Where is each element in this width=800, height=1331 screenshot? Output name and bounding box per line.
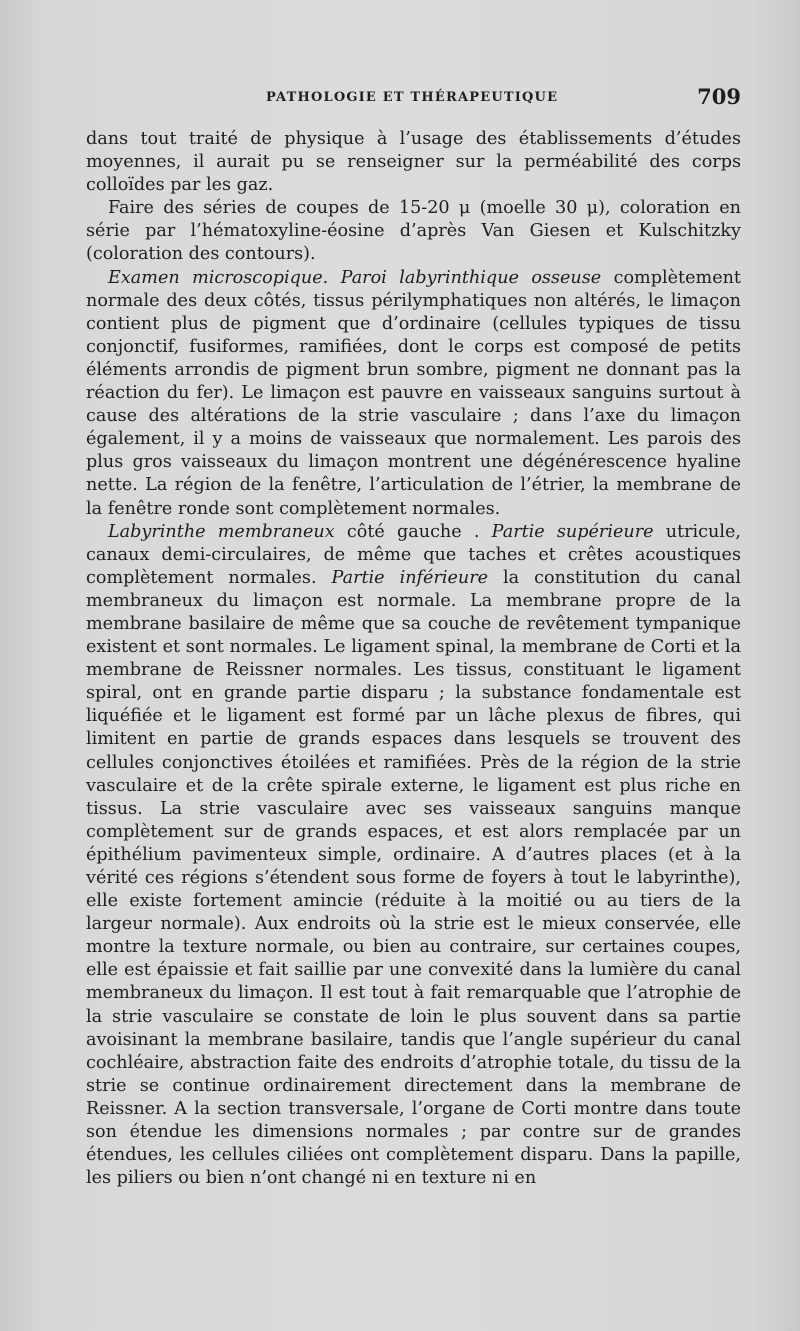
paragraph-microscopic-exam — [86, 267, 741, 521]
text-segment: dans tout traité de physique à l’usage des établissements d’études moyennes, il aurait pu se renseigner sur la perméabilité des corps colloïdes par les gaz. — [86, 129, 741, 196]
italic-term: Partie supérieure — [491, 521, 654, 542]
text-segment: utricule, canaux demi-circulaires, de même que taches et crêtes acoustiques complètement normales. — [86, 521, 741, 588]
paragraph-continuation — [86, 128, 741, 197]
paragraph-membranous-labyrinth — [86, 521, 741, 1191]
text-segment: la constitution du canal membraneux du limaçon est normale. La membrane propre de la membrane basilaire de même que sa couche de revêtement tympanique existent et sont normales. Le ligament spinal, la membrane de Corti et la membrane de Reissner normales. Les tissus, constituant le ligament spiral, ont en grande partie disparu ; la substance fondamentale est liquéfiée et le ligament est formé par un lâche plexus de fibres, qui limitent en partie de grands espaces dans lesquels se trouvent des cellules conjonctives étoilées et ramifiées. Près de la région de la strie vasculaire et de la crête spirale externe, le ligament est plus riche en tissus. La strie vasculaire avec ses vaisseaux sanguins manque complètement sur de grands espaces, et est alors remplacée par un épithélium pavimenteux simple, ordinaire. A d’autres places (et à la vérité ces régions s’étendent sous forme de foyers à tout le labyrinthe), elle existe fortement amincie (réduite à la moitié ou au tiers de la largeur normale). Aux endroits où la strie est le mieux conservée, elle montre la texture normale, ou bien au contraire, sur certaines coupes, elle est épaissie et fait saillie par une convexité dans la lumière du canal membraneux du limaçon. Il est tout à fait remarquable que l’atrophie de la strie vasculaire se constate de loin le plus souvent dans sa partie avoisinant la membrane basilaire, tandis que l’angle supérieur du canal cochléaire, abstraction faite des endroits d’atrophie totale, du tissu de la strie se continue ordinairement directement dans la membrane de Reissner. A la section transversale, l’organe de Corti montre dans toute son étendue les dimensions normales ; par contre sur de grandes étendues, les cellules ciliées ont complètement disparu. Dans la papille, les piliers ou bien n’ont changé ni en texture ni en — [86, 567, 741, 1189]
text-segment: complètement normale des deux côtés, tissus périlymphatiques non altérés, le limaçon contient plus de pigment que d’ordinaire (cellules typiques de tissu conjonctif, fusiformes, ramifiées, dont le corps est composé de petits éléments arrondis de pigment brun sombre, pigment ne donnant pas la réaction du fer). Le limaçon est pauvre en vaisseaux sanguins surtout à cause des altérations de la strie vasculaire ; dans l’axe du limaçon également, il y a moins de vaisseaux que normalement. Les parois des plus gros vaisseaux du limaçon montrent une dégénérescence hyaline nette. La région de la fenêtre, l’articulation de l’étrier, la membrane de la fenêtre ronde sont complètement normales. — [86, 267, 742, 519]
italic-heading: Examen microscopique. — [108, 267, 329, 288]
running-head: PATHOLOGIE ET THÉRAPEUTIQUE — [266, 90, 559, 105]
text-segment: côté gauche . — [334, 521, 492, 542]
page-header — [86, 84, 741, 114]
italic-term: Partie inférieure — [331, 567, 489, 588]
text-segment — [328, 268, 340, 288]
italic-heading: Labyrinthe membraneux — [108, 521, 335, 542]
italic-term: Paroi labyrinthique osseuse — [340, 267, 602, 288]
body-text — [86, 128, 741, 1190]
text-segment: Faire des séries de coupes de 15-20 μ (moelle 30 μ), coloration en série par l’hématoxyline-éosine d’après Van Giesen et Kulschitzky (coloration des contours). — [86, 198, 741, 265]
page-number: 709 — [697, 84, 741, 109]
paragraph-section-preparation — [86, 197, 741, 266]
